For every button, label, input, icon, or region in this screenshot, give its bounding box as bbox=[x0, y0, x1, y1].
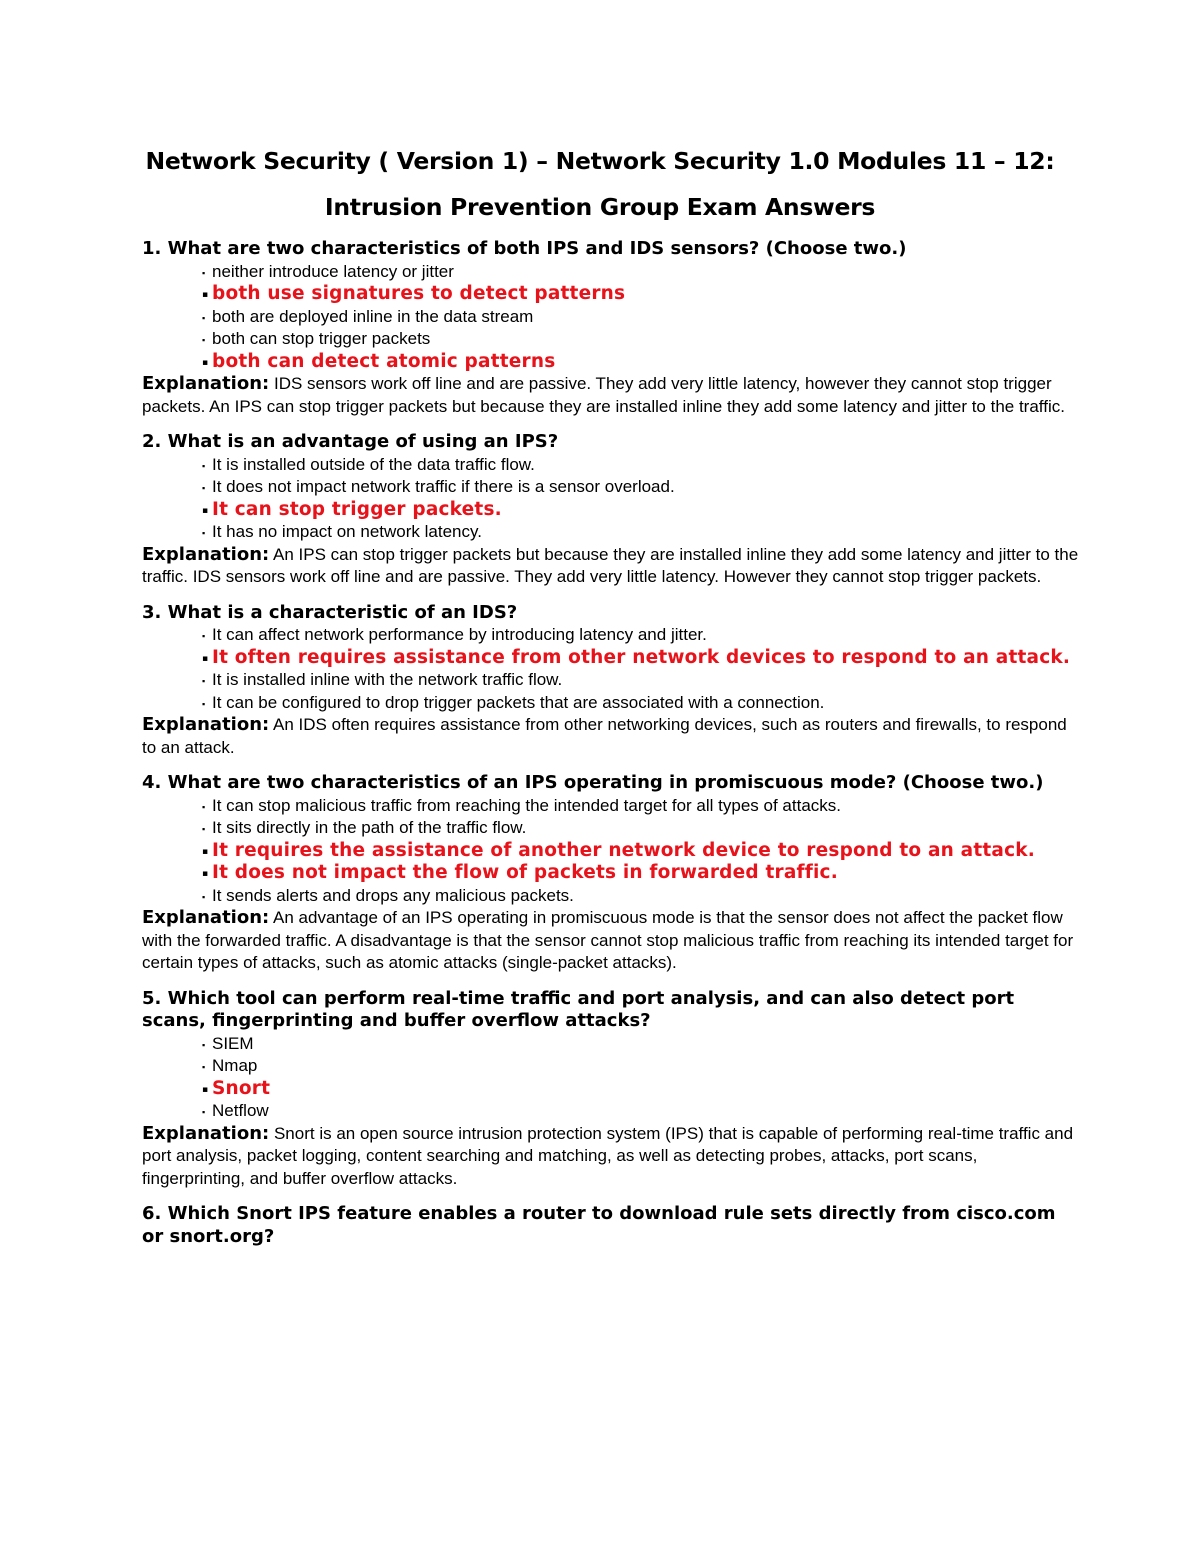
option-text: It requires the assistance of another network device to respond to an attack. bbox=[212, 839, 1036, 861]
answer-option bbox=[202, 476, 1082, 499]
bullet-icon: ▪ bbox=[202, 290, 209, 300]
correct-answer-option bbox=[202, 1078, 1082, 1101]
option-text: It can stop trigger packets. bbox=[212, 498, 502, 520]
question-text: 5. Which tool can perform real-time traffic and port analysis, and can also detect port scans, fingerprinting and buffer overflow attacks? bbox=[142, 987, 1015, 1031]
bullet-icon: ▪ bbox=[202, 1107, 206, 1117]
option-text: neither introduce latency or jitter bbox=[212, 261, 454, 281]
question-text: 3. What is a characteristic of an IDS? bbox=[142, 601, 518, 623]
bullet-icon: ▪ bbox=[202, 267, 206, 278]
option-text: SIEM bbox=[212, 1033, 254, 1053]
bullet-icon: ▪ bbox=[202, 335, 206, 345]
answer-option bbox=[202, 261, 1082, 284]
question-block bbox=[142, 988, 1082, 1191]
bullet-icon: ▪ bbox=[202, 460, 206, 471]
option-text: Netflow bbox=[212, 1101, 269, 1120]
answer-option bbox=[202, 521, 1082, 544]
answer-options bbox=[142, 624, 1082, 714]
bullet-icon: ▪ bbox=[202, 1062, 206, 1072]
answer-option bbox=[202, 328, 1082, 351]
bullet-icon: ▪ bbox=[202, 698, 206, 709]
option-text: It can stop malicious traffic from reaching the intended target for all types of attacks. bbox=[212, 795, 841, 815]
bullet-icon: ▪ bbox=[202, 631, 206, 641]
correct-answer-option bbox=[202, 862, 1082, 885]
bullet-icon: ▪ bbox=[202, 312, 206, 323]
question-spacer bbox=[142, 1190, 1082, 1203]
explanation-label: Explanation: bbox=[142, 907, 270, 928]
answer-option bbox=[202, 454, 1082, 477]
option-text: It sends alerts and drops any malicious packets. bbox=[212, 885, 574, 905]
question-block bbox=[142, 238, 1082, 418]
option-text: It does not impact network traffic if there is a sensor overload. bbox=[212, 477, 675, 496]
title-line-1: Network Security ( Version 1) – Network Security 1.0 Modules 11 – 12: bbox=[145, 147, 1055, 175]
answer-options bbox=[142, 1033, 1082, 1123]
bullet-icon: ▪ bbox=[202, 891, 206, 902]
bullet-icon: ▪ bbox=[202, 801, 206, 812]
option-text: It does not impact the flow of packets in forwarded traffic. bbox=[212, 862, 838, 883]
option-text: It can be configured to drop trigger packets that are associated with a connection. bbox=[212, 692, 825, 712]
explanation-text: An IPS can stop trigger packets but because they are installed inline they add some latency and jitter to the traffic. IDS sensors work off line and are passive. They add very little latency. However they cannot stop trigger packets. bbox=[142, 544, 1079, 586]
option-text: Nmap bbox=[212, 1056, 258, 1075]
question-list bbox=[142, 238, 1082, 1248]
document-title bbox=[100, 138, 1100, 230]
option-text: both are deployed inline in the data stream bbox=[212, 306, 534, 326]
option-text: It sits directly in the path of the traffic flow. bbox=[212, 818, 527, 837]
bullet-icon: ▪ bbox=[202, 676, 206, 686]
correct-answer-option bbox=[202, 499, 1082, 522]
bullet-icon: ▪ bbox=[202, 824, 206, 834]
explanation-text: IDS sensors work off line and are passive. They add very little latency, however they cannot stop trigger packets. An IPS can stop trigger packets but because they are installed inline they add some latency and jitter to the traffic. bbox=[142, 374, 1065, 416]
explanation bbox=[142, 907, 1082, 975]
correct-answer-option bbox=[202, 351, 1082, 374]
bullet-icon: ▪ bbox=[202, 528, 206, 538]
bullet-icon: ▪ bbox=[202, 483, 206, 493]
option-text: Snort bbox=[212, 1077, 271, 1099]
explanation-text: Snort is an open source intrusion protection system (IPS) that is capable of performing real-time traffic and port analysis, packet logging, content searching and matching, as well as detecting probes, attacks, port scans, fingerprinting, and buffer overflow attacks. bbox=[142, 1123, 1074, 1188]
answer-option bbox=[202, 1100, 1082, 1123]
explanation-text: An advantage of an IPS operating in promiscuous mode is that the sensor does not affect the packet flow with the forwarded traffic. A disadvantage is that the sensor cannot stop malicious traffic from reaching its intended target for certain types of attacks, such as atomic attacks (single-packet attacks). bbox=[142, 908, 1074, 972]
question-block bbox=[142, 1203, 1082, 1248]
correct-answer-option bbox=[202, 283, 1082, 306]
option-text: It often requires assistance from other network devices to respond to an attack. bbox=[212, 646, 1071, 668]
explanation-label: Explanation: bbox=[142, 373, 270, 394]
explanation-text: An IDS often requires assistance from other networking devices, such as routers and firewalls, to respond to an attack. bbox=[142, 715, 1067, 757]
explanation bbox=[142, 714, 1082, 759]
question-block bbox=[142, 772, 1082, 975]
answer-options bbox=[142, 261, 1082, 374]
explanation bbox=[142, 544, 1082, 589]
answer-option bbox=[202, 624, 1082, 647]
answer-option bbox=[202, 885, 1082, 908]
title-line-2: Intrusion Prevention Group Exam Answers bbox=[324, 193, 876, 221]
question-spacer bbox=[142, 418, 1082, 431]
question-block bbox=[142, 602, 1082, 760]
option-text: It can affect network performance by introducing latency and jitter. bbox=[212, 625, 707, 644]
answer-option bbox=[202, 1055, 1082, 1078]
answer-option bbox=[202, 795, 1082, 818]
explanation bbox=[142, 1123, 1082, 1191]
bullet-icon: ▪ bbox=[202, 1039, 206, 1050]
question-block bbox=[142, 431, 1082, 589]
bullet-icon: ▪ bbox=[202, 505, 209, 516]
question-text: 1. What are two characteristics of both IPS and IDS sensors? (Choose two.) bbox=[142, 238, 907, 259]
question-spacer bbox=[142, 759, 1082, 772]
answer-option bbox=[202, 1033, 1082, 1056]
option-text: It is installed outside of the data traffic flow. bbox=[212, 454, 535, 474]
question-text: 2. What is an advantage of using an IPS? bbox=[142, 431, 559, 452]
option-text: It has no impact on network latency. bbox=[212, 522, 482, 541]
bullet-icon: ▪ bbox=[202, 1084, 209, 1095]
answer-option bbox=[202, 692, 1082, 715]
explanation-label: Explanation: bbox=[142, 543, 270, 565]
correct-answer-option bbox=[202, 647, 1082, 670]
answer-options bbox=[142, 454, 1082, 544]
correct-answer-option bbox=[202, 840, 1082, 863]
explanation-label: Explanation: bbox=[142, 1122, 270, 1144]
option-text: It is installed inline with the network traffic flow. bbox=[212, 670, 563, 689]
bullet-icon: ▪ bbox=[202, 357, 209, 368]
bullet-icon: ▪ bbox=[202, 653, 209, 664]
question-text: 6. Which Snort IPS feature enables a router to download rule sets directly from cisco.com or snort.org? bbox=[142, 1203, 1056, 1247]
option-text: both can detect atomic patterns bbox=[212, 350, 556, 372]
question-spacer bbox=[142, 975, 1082, 988]
explanation bbox=[142, 373, 1082, 418]
answer-option bbox=[202, 669, 1082, 692]
answer-option bbox=[202, 306, 1082, 329]
option-text: both use signatures to detect patterns bbox=[212, 283, 626, 304]
bullet-icon: ▪ bbox=[202, 846, 209, 857]
question-text: 4. What are two characteristics of an IPS operating in promiscuous mode? (Choose two.) bbox=[142, 772, 1044, 793]
answer-options bbox=[142, 795, 1082, 908]
option-text: both can stop trigger packets bbox=[212, 329, 431, 348]
answer-option bbox=[202, 817, 1082, 840]
question-spacer bbox=[142, 589, 1082, 602]
explanation-label: Explanation: bbox=[142, 714, 270, 735]
bullet-icon: ▪ bbox=[202, 869, 209, 879]
